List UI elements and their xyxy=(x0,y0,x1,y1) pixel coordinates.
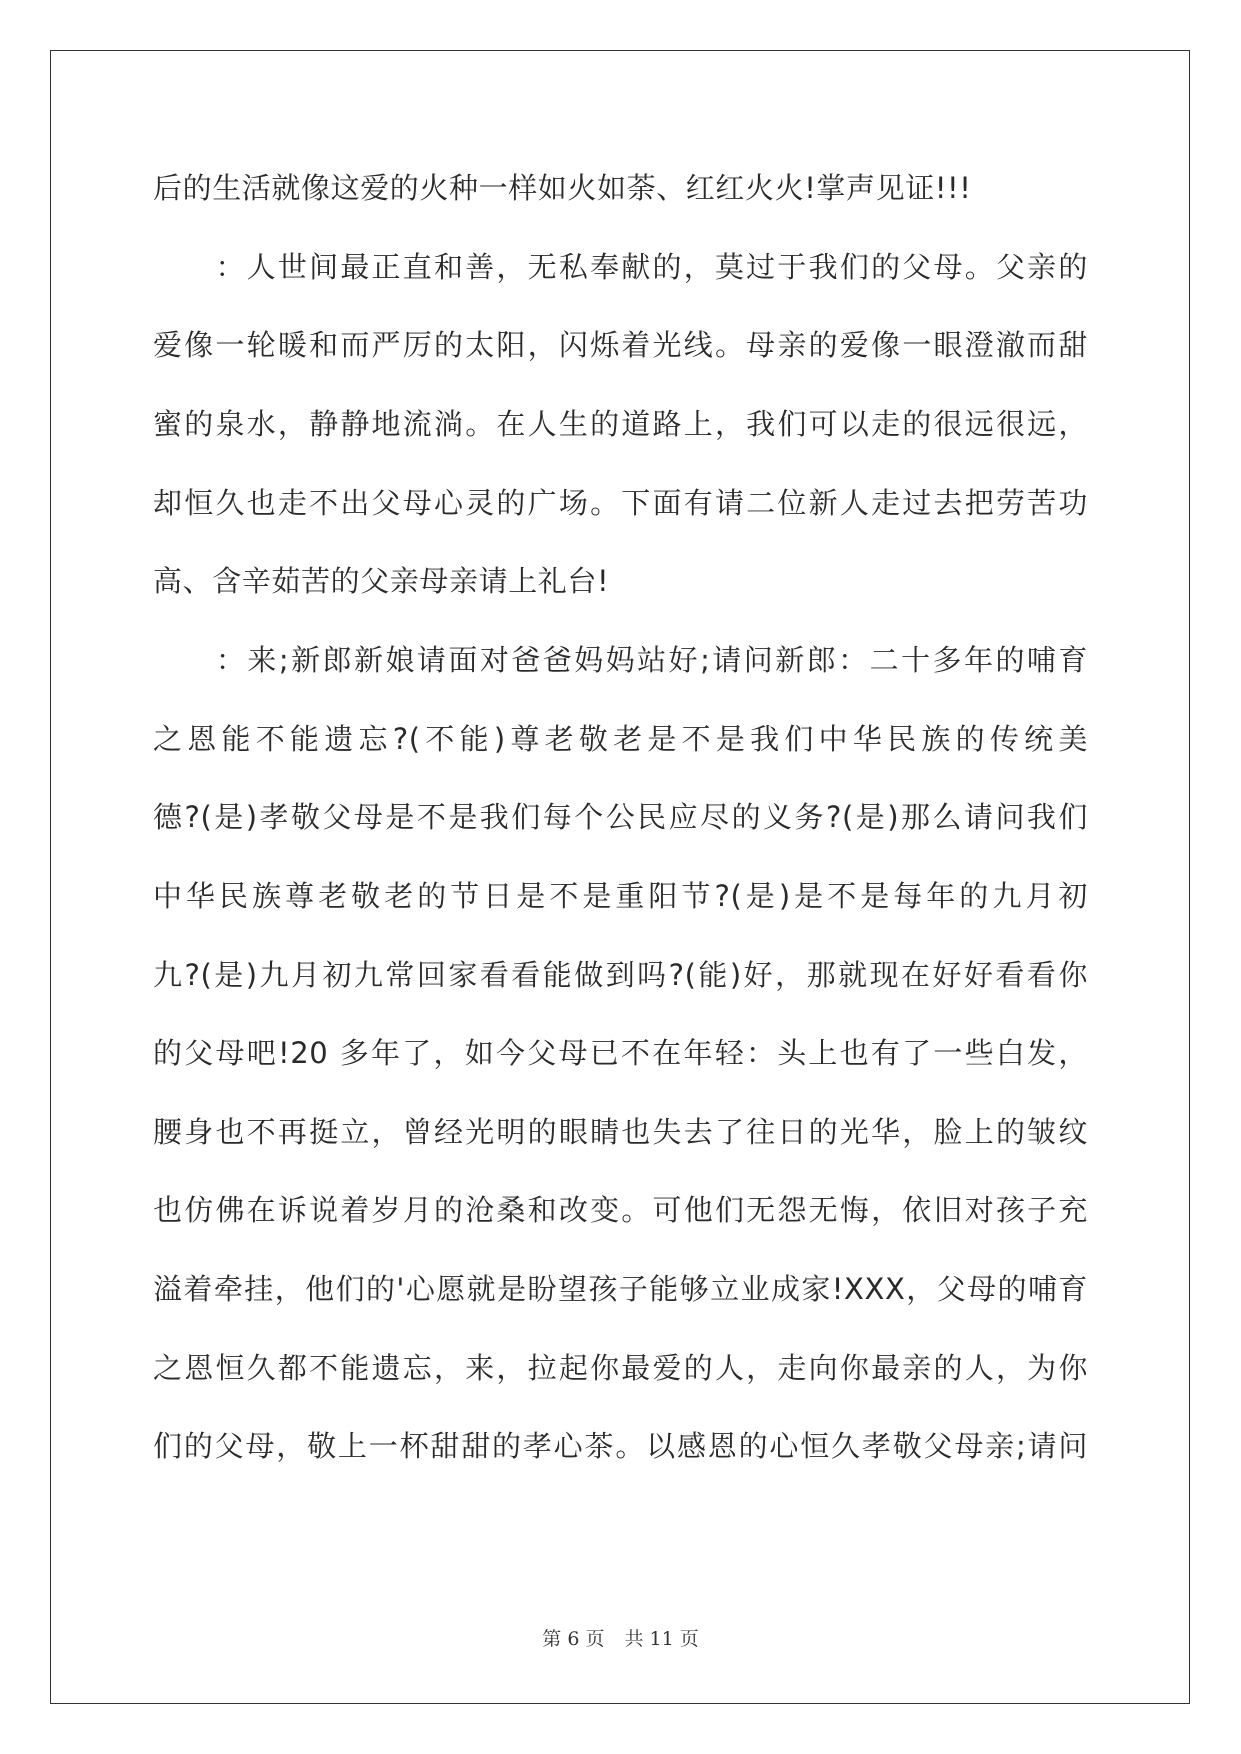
text-line: 之恩恒久都不能遗忘，来，拉起你最爱的人，走向你最亲的人，为你 xyxy=(153,1351,1088,1385)
text-line: 九?(是)九月初九常回家看看能做到吗?(能)好，那就现在好好看看你 xyxy=(153,958,1088,992)
text-line: ：人世间最正直和善，无私奉献的，莫过于我们的父母。父亲的 xyxy=(153,250,1088,284)
text-line: 高、含辛茹苦的父亲母亲请上礼台! xyxy=(153,564,610,598)
page-footer xyxy=(0,1624,1241,1651)
text-line: 蜜的泉水，静静地流淌。在人生的道路上，我们可以走的很远很远， xyxy=(153,407,1088,441)
text-line: 也仿佛在诉说着岁月的沧桑和改变。可他们无怨无悔，依旧对孩子充 xyxy=(153,1193,1088,1227)
text-line: 的父母吧!20 多年了，如今父母已不在年轻：头上也有了一些白发， xyxy=(153,1036,1088,1070)
total-pages-label: 共 11 页 xyxy=(624,1628,699,1650)
text-line: 后的生活就像这爱的火种一样如火如荼、红红火火!掌声见证!!! xyxy=(153,171,972,205)
text-line: 爱像一轮暖和而严厉的太阳，闪烁着光线。母亲的爱像一眼澄澈而甜 xyxy=(153,328,1088,362)
text-line: ：来;新郎新娘请面对爸爸妈妈站好;请问新郎：二十多年的哺育 xyxy=(153,643,1088,677)
text-line: 中华民族尊老敬老的节日是不是重阳节?(是)是不是每年的九月初 xyxy=(153,879,1088,913)
text-line: 溢着牵挂，他们的'心愿就是盼望孩子能够立业成家!XXX，父母的哺育 xyxy=(153,1272,1088,1306)
text-line: 德?(是)孝敬父母是不是我们每个公民应尽的义务?(是)那么请问我们 xyxy=(153,800,1088,834)
current-page-label: 第 6 页 xyxy=(542,1628,605,1650)
text-line: 腰身也不再挺立，曾经光明的眼睛也失去了往日的光华，脸上的皱纹 xyxy=(153,1115,1088,1149)
text-line: 之恩能不能遗忘?(不能)尊老敬老是不是我们中华民族的传统美 xyxy=(153,722,1088,756)
text-line: 们的父母，敬上一杯甜甜的孝心茶。以感恩的心恒久孝敬父母亲;请问 xyxy=(153,1429,1088,1463)
text-line: 却恒久也走不出父母心灵的广场。下面有请二位新人走过去把劳苦功 xyxy=(153,486,1088,520)
